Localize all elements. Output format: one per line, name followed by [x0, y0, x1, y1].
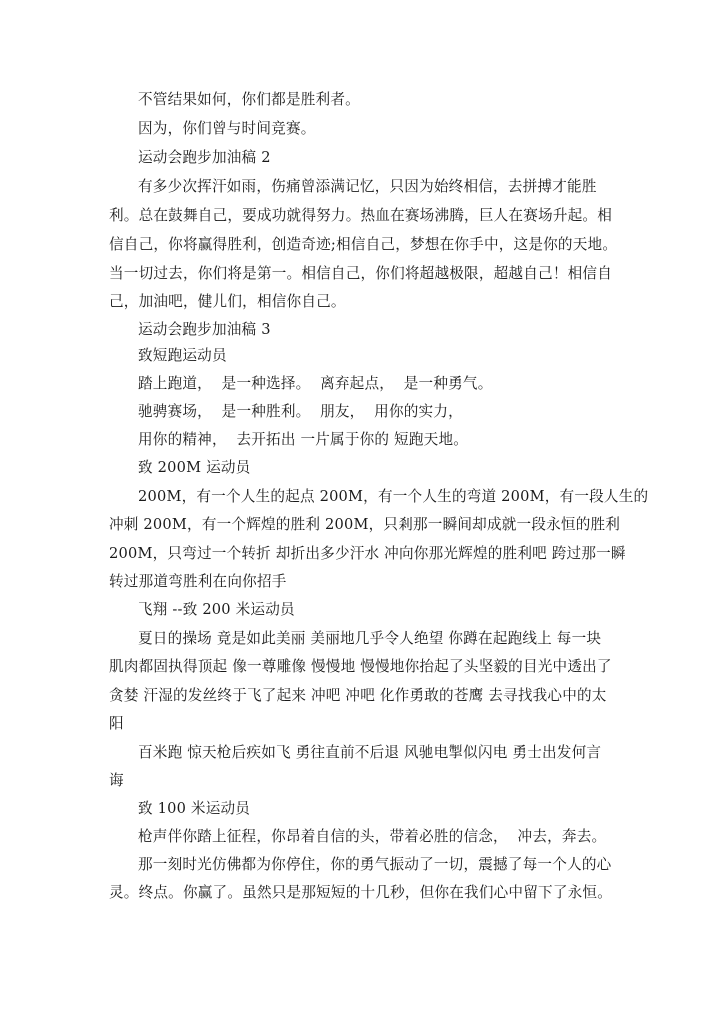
text-line: 灵。终点。你赢了。虽然只是那短短的十几秒，但你在我们心中留下了永恒。	[109, 884, 612, 901]
text-line: 用你的精神， 去开拓出 一片属于你的 短跑天地。	[138, 431, 469, 448]
text-line: 致短跑运动员	[138, 347, 227, 364]
text-line: 利。总在鼓舞自己，要成功就得努力。热血在赛场沸腾，巨人在赛场升起。相	[109, 207, 612, 224]
text-line: 有多少次挥汗如雨，伤痛曾添满记忆，只因为始终相信，去拼搏才能胜	[138, 178, 597, 195]
text-line: 那一刻时光仿佛都为你停住，你的勇气振动了一切，震撼了每一个人的心	[138, 856, 612, 873]
text-line: 百米跑 惊天枪后疾如飞 勇往直前不后退 风驰电掣似闪电 勇士出发何言	[138, 744, 602, 761]
text-line: 致 200M 运动员	[138, 459, 251, 476]
text-line: 冲刺 200M，有一个辉煌的胜利 200M，只剎那一瞬间却成就一段永恒的胜利	[109, 516, 621, 533]
text-line: 运动会跑步加油稿 2	[138, 149, 271, 166]
text-line: 运动会跑步加油稿 3	[138, 321, 271, 338]
text-line: 200M，只弯过一个转折 却折出多少汗水 冲向你那光辉煌的胜利吧 跨过那一瞬	[109, 545, 626, 562]
text-line: 转过那道弯胜利在向你招手	[109, 573, 287, 590]
text-line: 不管结果如何，你们都是胜利者。	[138, 91, 360, 108]
text-line: 夏日的操场 竟是如此美丽 美丽地几乎令人绝望 你蹲在起跑线上 每一块	[138, 630, 602, 647]
text-line: 诲	[109, 772, 124, 789]
text-line: 肌肉都固执得顶起 像一尊雕像 慢慢地 慢慢地你抬起了头坚毅的目光中透出了	[109, 658, 612, 675]
text-line: 驰骋赛场， 是一种胜利。 朋友， 用你的实力，	[138, 403, 463, 420]
text-line: 飞翔 --致 200 米运动员	[138, 601, 295, 618]
text-line: 因为，你们曾与时间竞赛。	[138, 120, 316, 137]
text-line: 信自己，你将赢得胜利，创造奇迹;相信自己，梦想在你手中，这是你的天地。	[109, 236, 618, 253]
text-line: 致 100 米运动员	[138, 800, 251, 817]
text-line: 己，加油吧，健儿们，相信你自己。	[109, 293, 346, 310]
text-line: 当一切过去，你们将是第一。相信自己，你们将超越极限，超越自己！相信自	[109, 265, 612, 282]
text-line: 枪声伴你踏上征程，你昂着自信的头，带着必胜的信念， 冲去，奔去。	[138, 828, 607, 845]
text-line: 贪婪 汗湿的发丝终于飞了起来 冲吧 冲吧 化作勇敢的苍鹰 去寻找我心中的太	[109, 687, 607, 704]
text-line: 200M，有一个人生的起点 200M，有一个人生的弯道 200M，有一段人生的	[138, 488, 649, 505]
text-line: 阳	[109, 715, 124, 732]
text-line: 踏上跑道， 是一种选择。 离弃起点， 是一种勇气。	[138, 375, 493, 392]
